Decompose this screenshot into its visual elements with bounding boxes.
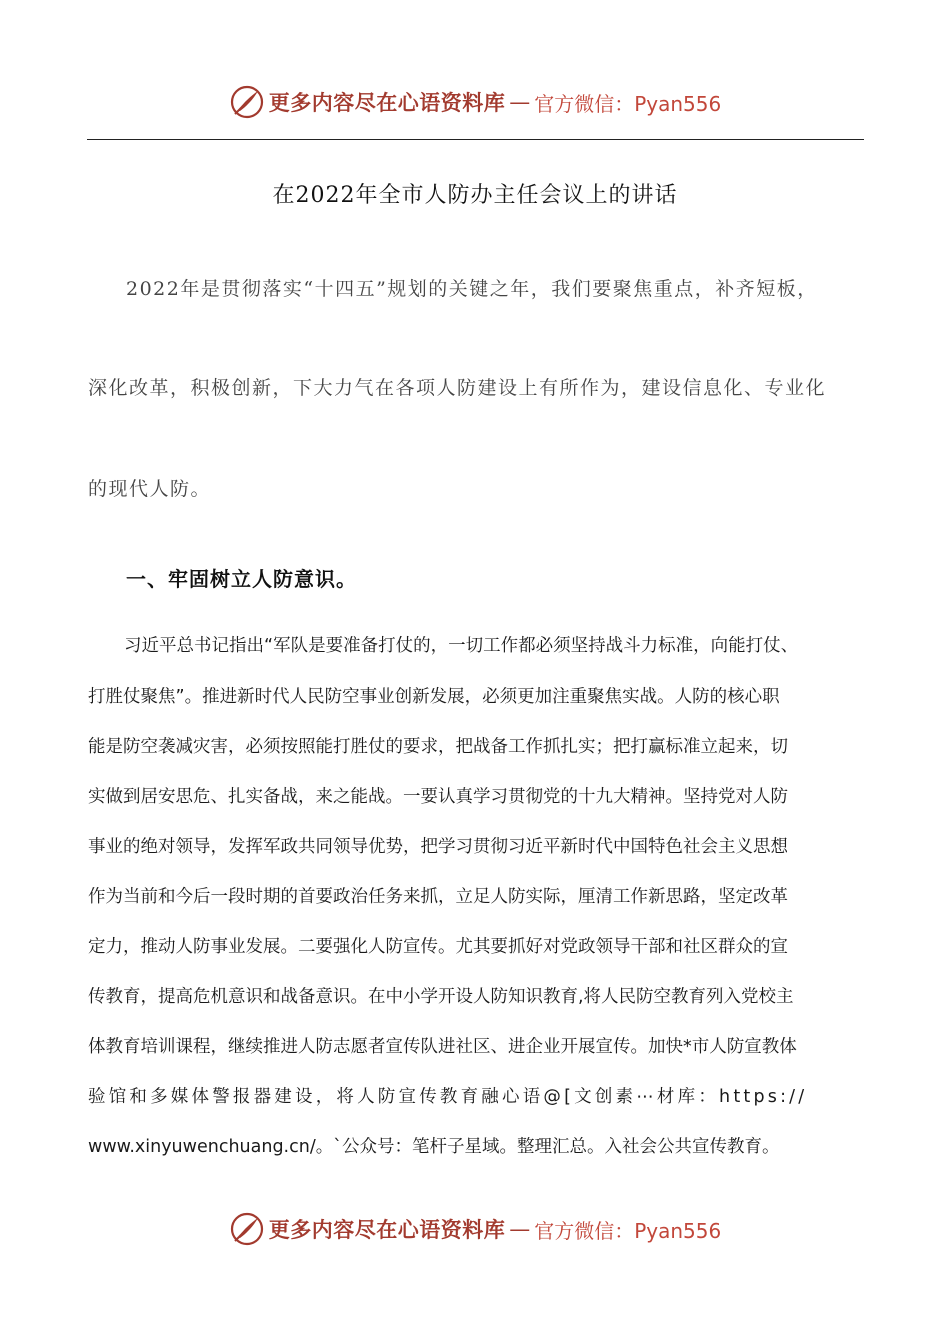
body-line: www.xinyuwenchuang.cn/。`公众号：笔杆子星域。整理汇总。入社会公共宣传教育。 — [88, 1137, 780, 1157]
quill-pen-logo-icon — [229, 1211, 265, 1247]
body-line: 习近平总书记指出“军队是要准备打仗的，一切工作都必须坚持战斗力标准，向能打仗、 — [124, 636, 799, 656]
footer-banner — [0, 1207, 950, 1251]
banner-separator: — — [509, 90, 531, 114]
header-divider — [87, 139, 864, 140]
intro-line-3: 的现代人防。 — [88, 478, 212, 500]
banner-wechat-text: 官方微信：Pyan556 — [534, 91, 722, 116]
banner-separator: — — [509, 1217, 531, 1241]
banner-brand-text: 更多内容尽在心语资料库 — [268, 90, 506, 115]
banner-brand-text: 更多内容尽在心语资料库 — [268, 1217, 506, 1242]
body-line: 定力，推动人防事业发展。二要强化人防宣传。尤其要抓好对党政领导干部和社区群众的宣 — [88, 937, 788, 957]
body-line: 作为当前和今后一段时期的首要政治任务来抓，立足人防实际，厘清工作新思路，坚定改革 — [88, 887, 788, 907]
body-line: 打胜仗聚焦”。推进新时代人民防空事业创新发展，必须更加注重聚焦实战。人防的核心职 — [88, 687, 780, 707]
document-title: 在2022年全市人防办主任会议上的讲话 — [272, 183, 678, 208]
body-line: 事业的绝对领导，发挥军政共同领导优势，把学习贯彻习近平新时代中国特色社会主义思想 — [88, 837, 788, 857]
body-line: 验馆和多媒体警报器建设，将人防宣传教育融心语@[文创素⋯材库：https:// — [88, 1087, 808, 1107]
intro-line-2: 深化改革，积极创新，下大力气在各项人防建设上有所作为，建设信息化、专业化 — [88, 377, 827, 399]
body-line: 体教育培训课程，继续推进人防志愿者宣传队进社区、进企业开展宣传。加快*市人防宣教体 — [88, 1037, 797, 1057]
quill-pen-logo-icon — [229, 84, 265, 120]
intro-line-1: 2022年是贯彻落实“十四五”规划的关键之年，我们要聚焦重点，补齐短板， — [126, 278, 818, 300]
body-line: 传教育，提高危机意识和战备意识。在中小学开设人防知识教育,将人民防空教育列入党校主 — [88, 987, 794, 1007]
banner-wechat-text: 官方微信：Pyan556 — [534, 1218, 722, 1243]
body-line: 能是防空袭减灾害，必须按照能打胜仗的要求，把战备工作抓扎实；把打赢标准立起来，切 — [88, 737, 788, 757]
section-heading: 一、牢固树立人防意识。 — [126, 567, 357, 591]
header-banner — [0, 80, 950, 124]
body-line: 实做到居安思危、扎实备战，来之能战。一要认真学习贯彻党的十九大精神。坚持党对人防 — [88, 787, 788, 807]
